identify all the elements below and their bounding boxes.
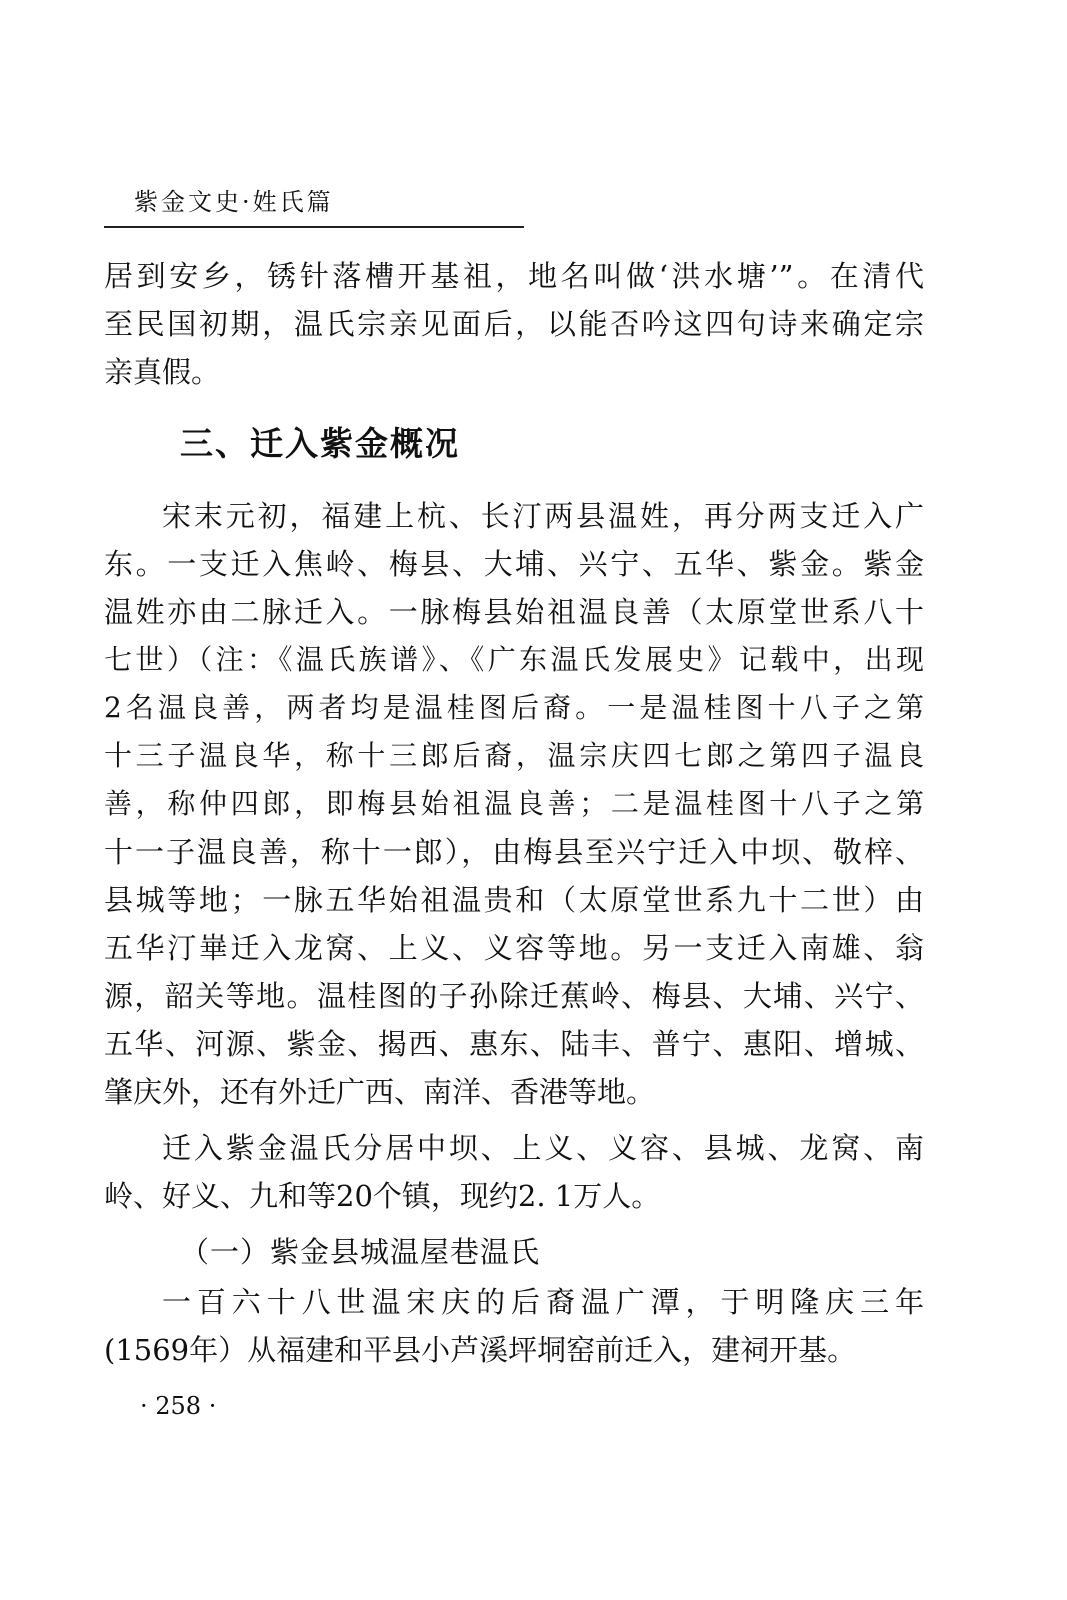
text-line: 十一子温良善，称十一郎），由梅县至兴宁迁入中坝、敬梓、 <box>104 835 924 869</box>
text-line: 居到安乡，锈针落槽开基祖，地名叫做‘洪水塘’”。在清代 <box>104 259 924 293</box>
page-number: · 258 · <box>140 1392 217 1420</box>
text-line: 迁入紫金温氏分居中坝、上义、义容、县城、龙窝、南 <box>162 1131 924 1165</box>
text-line: 肇庆外，还有外迁广西、南洋、香港等地。 <box>104 1075 656 1109</box>
running-head-title: 紫金文史·姓氏篇 <box>134 188 334 216</box>
text-line: 温姓亦由二脉迁入。一脉梅县始祖温良善（太原堂世系八十 <box>104 595 924 629</box>
paragraph-settle <box>104 1124 924 1220</box>
text-line: (1569年）从福建和平县小芦溪坪垌窑前迁入，建祠开基。 <box>104 1333 857 1367</box>
text-line: 源，韶关等地。温桂图的子孙除迁蕉岭、梅县、大埔、兴宁、 <box>104 979 924 1013</box>
text-line: 宋末元初，福建上杭、长汀两县温姓，再分两支迁入广 <box>162 499 924 533</box>
text-line: 2名温良善，两者均是温桂图后裔。一是温桂图十八子之第 <box>104 691 924 724</box>
text-line: 东。一支迁入焦岭、梅县、大埔、兴宁、五华、紫金。紫金 <box>104 547 924 581</box>
text-line: 至民国初期，温氏宗亲见面后，以能否吟这四句诗来确定宗 <box>104 307 924 341</box>
text-line: 岭、好义、九和等20个镇，现约2. 1万人。 <box>104 1179 661 1213</box>
text-line: 七世）（注：《温氏族谱》、《广东温氏发展史》记载中，出现 <box>104 643 924 676</box>
text-line: 五华、河源、紫金、揭西、惠东、陆丰、普宁、惠阳、增城、 <box>104 1027 924 1061</box>
text-line: 一百六十八世温宋庆的后裔温广潭，于明隆庆三年 <box>162 1285 924 1319</box>
section-heading: 三、迁入紫金概况 <box>180 424 460 463</box>
text-line: 五华汀崋迁入龙窝、上义、义容等地。另一支迁入南雄、翁 <box>104 931 924 965</box>
text-line: 亲真假。 <box>104 355 221 389</box>
paragraph-continued <box>104 252 924 396</box>
paragraph-sub <box>104 1278 924 1374</box>
paragraph-main <box>104 492 924 1116</box>
text-line: 十三子温良华，称十三郎后裔，温宗庆四七郎之第四子温良 <box>104 739 924 772</box>
subsection-heading: （一）紫金县城温屋巷温氏 <box>180 1235 541 1269</box>
header-rule <box>104 226 524 228</box>
text-line: 善，称仲四郎，即梅县始祖温良善；二是温桂图十八子之第 <box>104 787 924 820</box>
text-line: 县城等地；一脉五华始祖温贵和（太原堂世系九十二世）由 <box>104 883 924 917</box>
